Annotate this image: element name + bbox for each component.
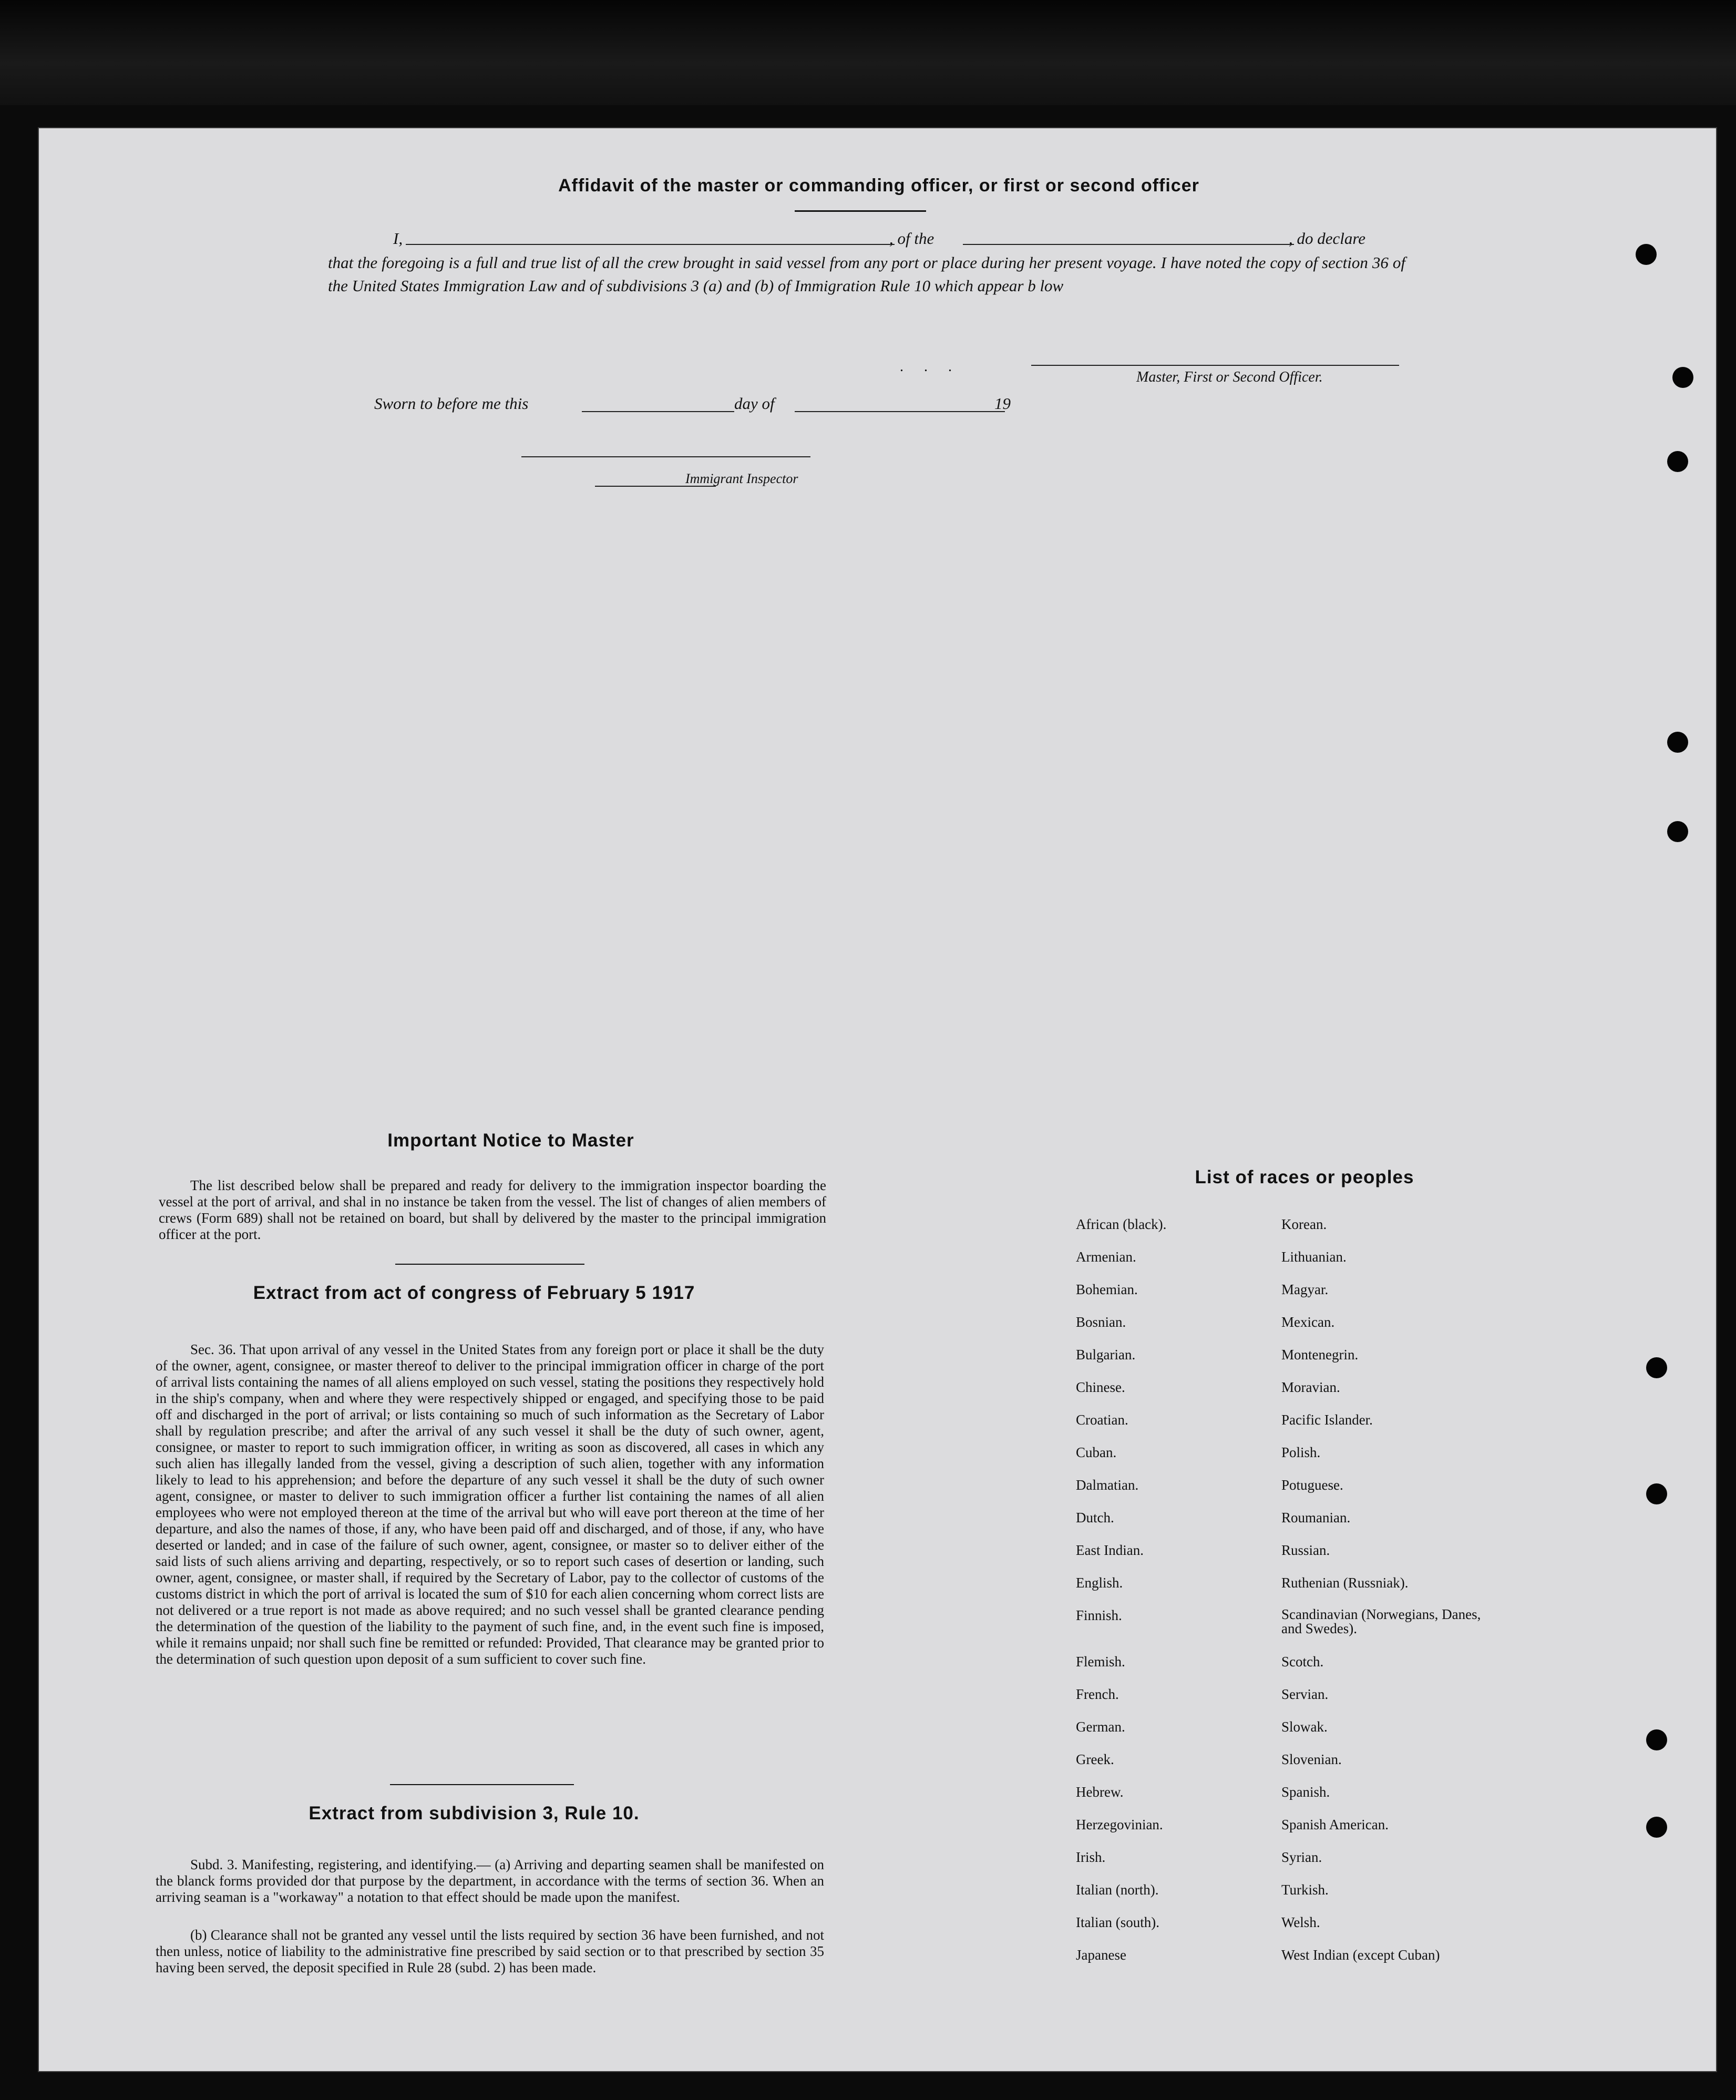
binder-hole [1667, 451, 1688, 472]
race-item: Japanese [1076, 1947, 1126, 1963]
race-item: Greek. [1076, 1751, 1114, 1767]
race-item: Syrian. [1281, 1849, 1322, 1865]
rule-text-b: (b) Clearance shall not be granted any vessel until the lists required by section 36 have been furnished, and not then unless, notice of liability to the administrative fine prescribed by said section or to that prescribed by section 35 having been served, the deposit specified in Rule 28 (subd. 2) has been made. [156, 1927, 824, 1975]
act-text: Sec. 36. That upon arrival of any vessel in the United States from any foreign port or place it shall be the duty of the owner, agent, consignee, or master thereof to deliver to the principal immigration officer in charge of the port of arrival lists containing the names of all aliens employed on such vessel, stating the positions they respectively hold in the ship's company, when and where they were respectively shipped or engaged, and specifying those to be paid off and discharged in the port of arrival; or lists containing so much of such information as the Secretary of Labor shall by regulation prescribe; and after the arrival of any such vessel it shall be the duty of such owner, agent, consignee, or master to report to such immigration officer, in writing as soon as discovered, all cases in which any such alien has illegally landed from the vessel, giving a description of such alien, together with any information likely to lead to his apprehension; and before the departure of any such vessel it shall be the duty of such owner agent, consignee, or master to deliver to such immigration officer a further list containing the names of all alien employees who were not employed thereon at the time of the arrival but who will eave port thereon at the time of her departure, and also the names of those, if any, who have been paid off and discharged, and of those, if any, who have deserted or landed; and in case of the failure of such owner, agent, consignee, or master so to deliver either of the said lists of such aliens arriving and departing, respectively, or so to report such cases of desertion or landing, such owner, agent, consignee, or master shall, if required by the Secretary of Labor, pay to the collector of customs of the customs district in which the port of arrival is located the sum of $10 for each alien concerning whom correct lists are not delivered or a true report is not made as above required; and no such vessel shall be granted clearance pending the determination of the question of the liability to the payment of such fine, and, in the event such fine is imposed, while it remains unpaid; nor shall such fine be remitted or refunded: Provided, That clearance may be granted prior to the determination of such question upon deposit of a sum sufficient to cover such fine. [156, 1341, 824, 1667]
race-item: Chinese. [1076, 1379, 1125, 1395]
signature-caption: Master, First or Second Officer. [1136, 369, 1323, 385]
race-item: Flemish. [1076, 1654, 1125, 1669]
binder-hole [1646, 1817, 1667, 1838]
race-item: Roumanian. [1281, 1510, 1351, 1525]
race-item: French. [1076, 1686, 1119, 1702]
race-item: Hebrew. [1076, 1784, 1124, 1800]
race-item: Spanish American. [1281, 1817, 1389, 1832]
race-item: Korean. [1281, 1216, 1327, 1232]
race-item: African (black). [1076, 1216, 1167, 1232]
inspector-caption: Immigrant Inspector [685, 471, 798, 486]
act-title: Extract from act of congress of February 5 1917 [253, 1283, 695, 1303]
sworn-month-line[interactable] [795, 411, 1005, 412]
year-label: 19 [994, 394, 1011, 413]
title-underline [795, 210, 926, 212]
race-item: Slovenian. [1281, 1751, 1342, 1767]
film-border [0, 0, 1736, 105]
race-item: Dutch. [1076, 1510, 1114, 1525]
race-item: Slowak. [1281, 1719, 1328, 1735]
binder-hole [1646, 1483, 1667, 1504]
race-item: English. [1076, 1575, 1123, 1591]
inspector-line-top[interactable] [521, 456, 810, 457]
binder-hole [1667, 821, 1688, 842]
notice-divider [395, 1264, 584, 1265]
binder-hole [1646, 1357, 1667, 1378]
affidavit-of-the-label: , of the [889, 229, 934, 248]
binder-hole [1646, 1729, 1667, 1750]
affidavit-i-label: I, [393, 229, 403, 248]
race-item: Russian. [1281, 1542, 1330, 1558]
race-item: Scandinavian (Norwegians, Danes, and Swedes). [1281, 1606, 1481, 1636]
vessel-field-line[interactable] [963, 244, 1294, 245]
act-divider [390, 1784, 574, 1785]
race-item: Bulgarian. [1076, 1347, 1136, 1363]
binder-hole [1672, 367, 1693, 388]
race-item: Polish. [1281, 1445, 1321, 1460]
affidavit-body: that the foregoing is a full and true list of all the crew brought in said vessel from any port or place during her present voyage. I have noted the copy of section 36 of the United States Immigration Law and of subdivisions 3 (a) and (b) of Immigration Rule 10 which appear b low [328, 253, 1405, 295]
race-item: Finnish. [1076, 1607, 1122, 1623]
race-item: Ruthenian (Russniak). [1281, 1575, 1409, 1591]
race-item: West Indian (except Cuban) [1281, 1947, 1440, 1963]
signature-line[interactable] [1031, 365, 1399, 366]
race-item: Irish. [1076, 1849, 1106, 1865]
race-item: Montenegrin. [1281, 1347, 1359, 1363]
race-item: Lithuanian. [1281, 1249, 1347, 1265]
race-item: Spanish. [1281, 1784, 1330, 1800]
sworn-day-line[interactable] [582, 411, 734, 412]
binder-hole [1636, 244, 1657, 265]
affidavit-title: Affidavit of the master or commanding officer, or first or second officer [558, 176, 1199, 196]
races-title: List of races or peoples [1195, 1167, 1414, 1187]
race-item: Turkish. [1281, 1882, 1329, 1898]
rule-text-a: Subd. 3. Manifesting, registering, and identifying.— (a) Arriving and departing seamen shall be manifested on the blanck forms provided dor that purpose by the department, in accordance with the terms of section 36. When an arriving seaman is a "workaway" a notation to that effect should be made upon the manifest. [156, 1857, 824, 1905]
race-item: East Indian. [1076, 1542, 1144, 1558]
race-item: Croatian. [1076, 1412, 1128, 1428]
notice-title: Important Notice to Master [387, 1130, 634, 1151]
binder-hole [1667, 732, 1688, 753]
race-item: German. [1076, 1719, 1125, 1735]
notice-text: The list described below shall be prepared and ready for delivery to the immigration inspector boarding the vessel at the port of arrival, and shal in no instance be taken from the vessel. The list of changes of alien members of crews (Form 689) shall not be retained on board, but shall by delivered by the master to the principal immigration officer at the port. [159, 1177, 826, 1242]
manifest-page [38, 127, 1717, 2072]
race-item: Dalmatian. [1076, 1477, 1139, 1493]
race-item: Scotch. [1281, 1654, 1324, 1669]
race-item: Mexican. [1281, 1314, 1335, 1330]
race-item: Armenian. [1076, 1249, 1136, 1265]
race-item: Italian (north). [1076, 1882, 1159, 1898]
race-item: Servian. [1281, 1686, 1329, 1702]
day-of-label: day of [734, 394, 775, 413]
affidavit-declare-label: , do declare [1289, 229, 1366, 248]
race-item: Cuban. [1076, 1445, 1117, 1460]
race-item: Magyar. [1281, 1282, 1329, 1297]
rule-title: Extract from subdivision 3, Rule 10. [309, 1803, 640, 1824]
race-item: Italian (south). [1076, 1914, 1159, 1930]
race-item: Pacific Islander. [1281, 1412, 1373, 1428]
race-item: Bosnian. [1076, 1314, 1126, 1330]
race-item: Herzegovinian. [1076, 1817, 1163, 1832]
race-item: Moravian. [1281, 1379, 1340, 1395]
sworn-label: Sworn to before me this [374, 394, 529, 413]
dot-leader: . . . [900, 358, 960, 375]
name-field-line[interactable] [406, 244, 895, 245]
race-item: Welsh. [1281, 1914, 1320, 1930]
race-item: Potuguese. [1281, 1477, 1343, 1493]
race-item: Bohemian. [1076, 1282, 1138, 1297]
